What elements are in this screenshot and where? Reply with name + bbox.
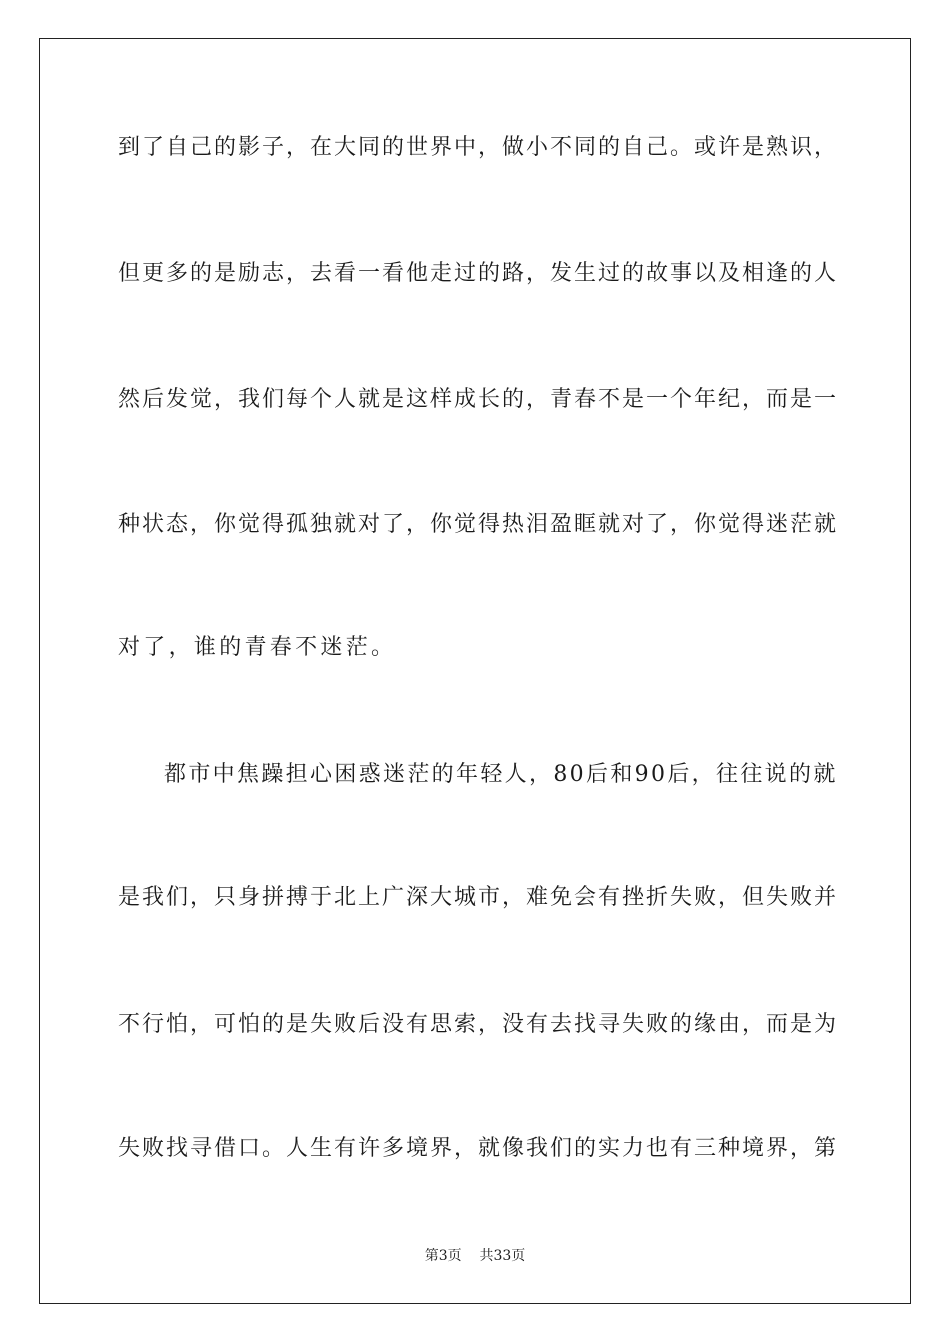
paragraph-line: 失败找寻借口。人生有许多境界，就像我们的实力也有三种境界，第 xyxy=(118,1136,839,1161)
paragraph-line: 到了自己的影子，在大同的世界中，做小不同的自己。或许是熟识， xyxy=(118,135,839,160)
total-pages-label: 共33页 xyxy=(479,1248,526,1264)
paragraph-line: 但更多的是励志，去看一看他走过的路，发生过的故事以及相逢的人 xyxy=(118,261,839,286)
paragraph-line: 是我们，只身拼搏于北上广深大城市，难免会有挫折失败，但失败并 xyxy=(118,885,839,910)
paragraph-line: 然后发觉，我们每个人就是这样成长的，青春不是一个年纪，而是一 xyxy=(118,387,839,412)
page-footer xyxy=(0,1247,950,1265)
current-page-label: 第3页 xyxy=(424,1248,462,1264)
paragraph-line-indented: 都市中焦躁担心困惑迷茫的年轻人，80后和90后，往往说的就 xyxy=(164,762,838,787)
footer-spacer xyxy=(462,1248,480,1264)
paragraph-line: 不行怕，可怕的是失败后没有思索，没有去找寻失败的缘由，而是为 xyxy=(118,1012,839,1037)
page-border xyxy=(39,38,911,1304)
paragraph-line: 种状态，你觉得孤独就对了，你觉得热泪盈眶就对了，你觉得迷茫就 xyxy=(118,512,839,537)
paragraph-line: 对了，谁的青春不迷茫。 xyxy=(118,635,397,660)
